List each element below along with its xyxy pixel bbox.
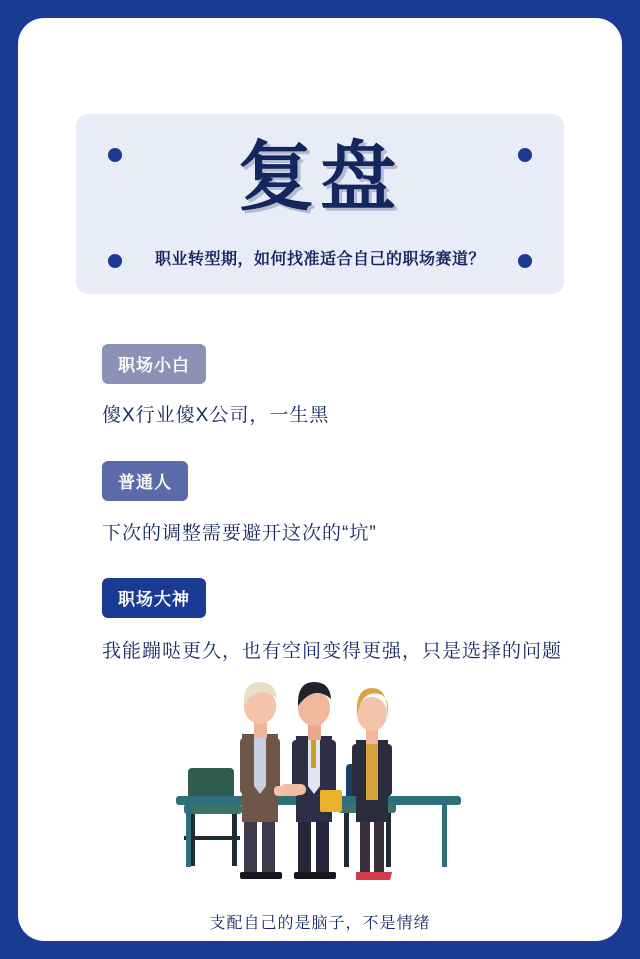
page-subtitle: 职业转型期，如何找准适合自己的职场赛道？ <box>154 251 485 268</box>
page-title: 复盘 <box>238 132 402 221</box>
level-tag-average: 普通人 <box>102 461 188 501</box>
level-tag-expert: 职场大神 <box>102 578 206 618</box>
illustration-three-people-handshake-at-desk <box>170 668 470 898</box>
header-card <box>76 114 564 294</box>
poster-canvas <box>18 18 622 941</box>
level-text-expert: 我能蹦哒更久，也有空间变得更强，只是选择的问题 <box>102 641 563 662</box>
level-text-beginner: 傻X行业傻X公司，一生黑 <box>102 405 330 426</box>
level-tag-beginner: 职场小白 <box>102 344 206 384</box>
level-text-average: 下次的调整需要避开这次的“坑” <box>102 523 377 544</box>
footer-note: 支配自己的是脑子，不是情绪 <box>209 915 431 932</box>
